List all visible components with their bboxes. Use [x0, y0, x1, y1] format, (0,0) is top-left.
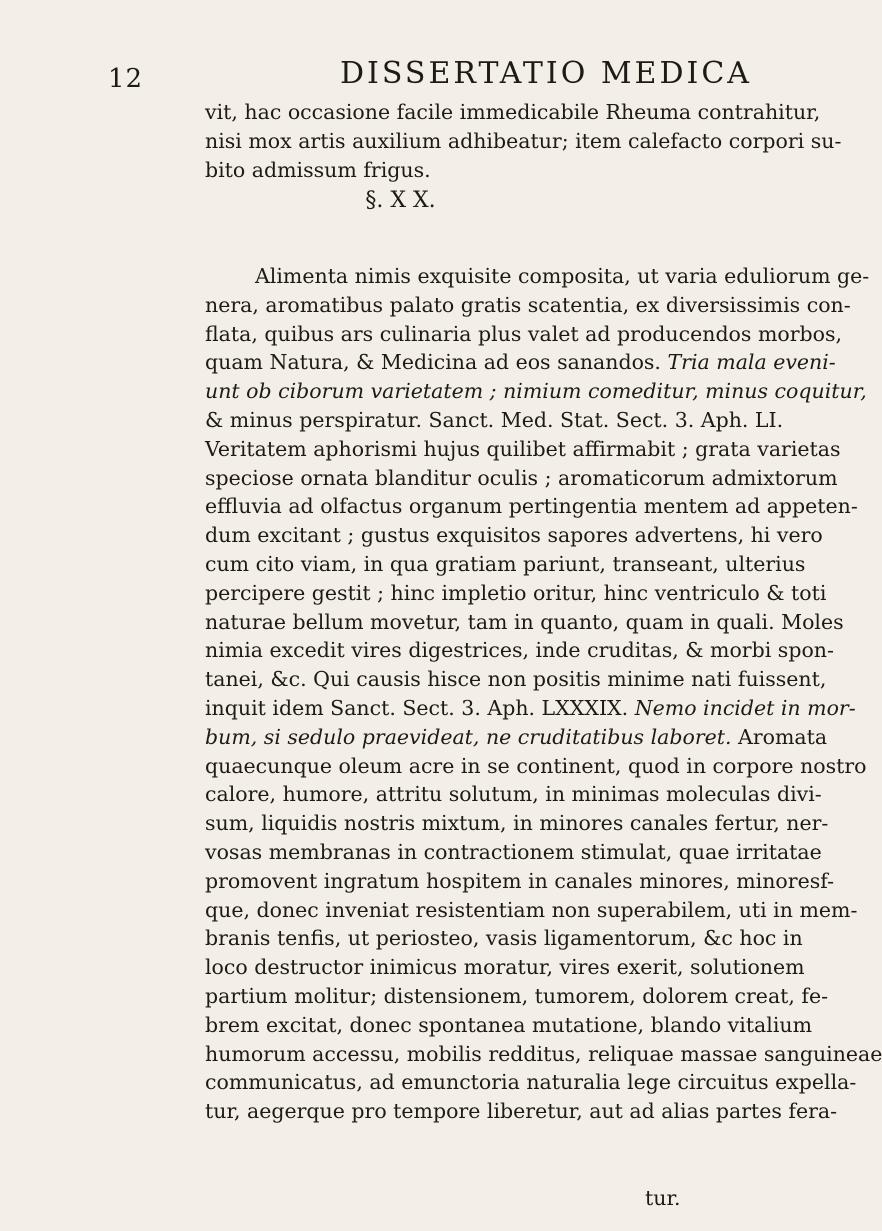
text-line: promovent ingratum hospitem in canales minores, minoresf-: [205, 868, 835, 893]
text-line: nera, aromatibus palato gratis scatentia, ex diversissimis con-: [205, 292, 851, 317]
text-line: cum cito viam, in qua gratiam pariunt, transeant, ulterius: [205, 551, 806, 576]
text-line: [205, 694, 856, 723]
text-line: [205, 348, 836, 377]
paragraph-main: [205, 262, 882, 1126]
text-line: communicatus, ad emunctoria naturalia lege circuitus expella-: [205, 1070, 857, 1095]
text-line: speciose ornata blanditur oculis ; aromaticorum admixtorum: [205, 465, 838, 490]
text-line: effluvia ad olfactus organum pertingentia mentem ad appeten-: [205, 494, 858, 519]
text-line: vit, hac occasione facile immedicabile Rheuma contrahitur,: [205, 100, 821, 124]
text-segment: inquit idem Sanct. Sect. 3. Aph. LXXXIX.: [205, 695, 629, 720]
page-number: 12: [108, 64, 144, 94]
italic-quote: bum, si sedulo praevideat, ne cruditatibus laboret.: [205, 724, 732, 749]
text-line: humorum accessu, mobilis redditus, reliquae massae sanguineae: [205, 1041, 882, 1066]
running-title: DISSERTATIO MEDICA: [340, 56, 752, 91]
italic-quote: Tria mala eveni-: [667, 350, 836, 375]
text-line: naturae bellum movetur, tam in quanto, quam in quali. Moles: [205, 609, 844, 634]
text-line: tanei, &c. Qui causis hisce non positis minime nati fuissent,: [205, 667, 827, 692]
text-line: quaecunque oleum acre in se continent, quod in corpore nostro: [205, 753, 867, 778]
text-line: bito admissum frigus.: [205, 157, 431, 182]
text-line: [205, 723, 828, 752]
text-line: calore, humore, attritu solutum, in minimas moleculas divi-: [205, 782, 822, 807]
text-line: & minus perspiratur. Sanct. Med. Stat. Sect. 3. Aph. LI.: [205, 407, 784, 432]
text-line: nisi mox artis auxilium adhibeatur; item calefacto corpori su-: [205, 128, 842, 153]
text-line: partium molitur; distensionem, tumorem, dolorem creat, fe-: [205, 983, 829, 1008]
catchword: tur.: [645, 1186, 681, 1210]
text-line: que, donec inveniat resistentiam non superabilem, uti in mem-: [205, 897, 858, 922]
text-line: loco destructor inimicus moratur, vires exerit, solutionem: [205, 955, 805, 980]
text-line: Alimenta nimis exquisite composita, ut varia eduliorum ge-: [255, 264, 870, 288]
text-segment: Aromata: [738, 724, 828, 749]
text-line: vosas membranas in contractionem stimulat, quae irritatae: [205, 839, 822, 864]
italic-line: unt ob ciborum varietatem ; nimium comeditur, minus coquitur,: [205, 379, 867, 404]
section-heading: §. X X.: [365, 188, 436, 213]
text-line: flata, quibus ars culinaria plus valet ad producendos morbos,: [205, 321, 843, 346]
text-segment: quam Natura, & Medicina ad eos sanandos.: [205, 350, 661, 375]
paragraph-continuation: [205, 98, 842, 184]
text-line: brem excitat, donec spontanea mutatione, blando vitalium: [205, 1012, 813, 1037]
text-line: dum excitant ; gustus exquisitos sapores advertens, hi vero: [205, 523, 823, 548]
text-line: percipere gestit ; hinc impletio oritur, hinc ventriculo & toti: [205, 580, 827, 605]
text-line: nimia excedit vires digestrices, inde cruditas, & morbi spon-: [205, 638, 834, 663]
text-line: branis tenfis, ut periosteo, vasis ligamentorum, &c hoc in: [205, 926, 803, 951]
text-line: Veritatem aphorismi hujus quilibet affirmabit ; grata varietas: [205, 436, 841, 461]
text-line: tur, aegerque pro tempore liberetur, aut ad alias partes fera-: [205, 1099, 838, 1124]
italic-quote: Nemo incidet in mor-: [634, 695, 856, 720]
text-line: sum, liquidis nostris mixtum, in minores canales fertur, ner-: [205, 811, 829, 836]
